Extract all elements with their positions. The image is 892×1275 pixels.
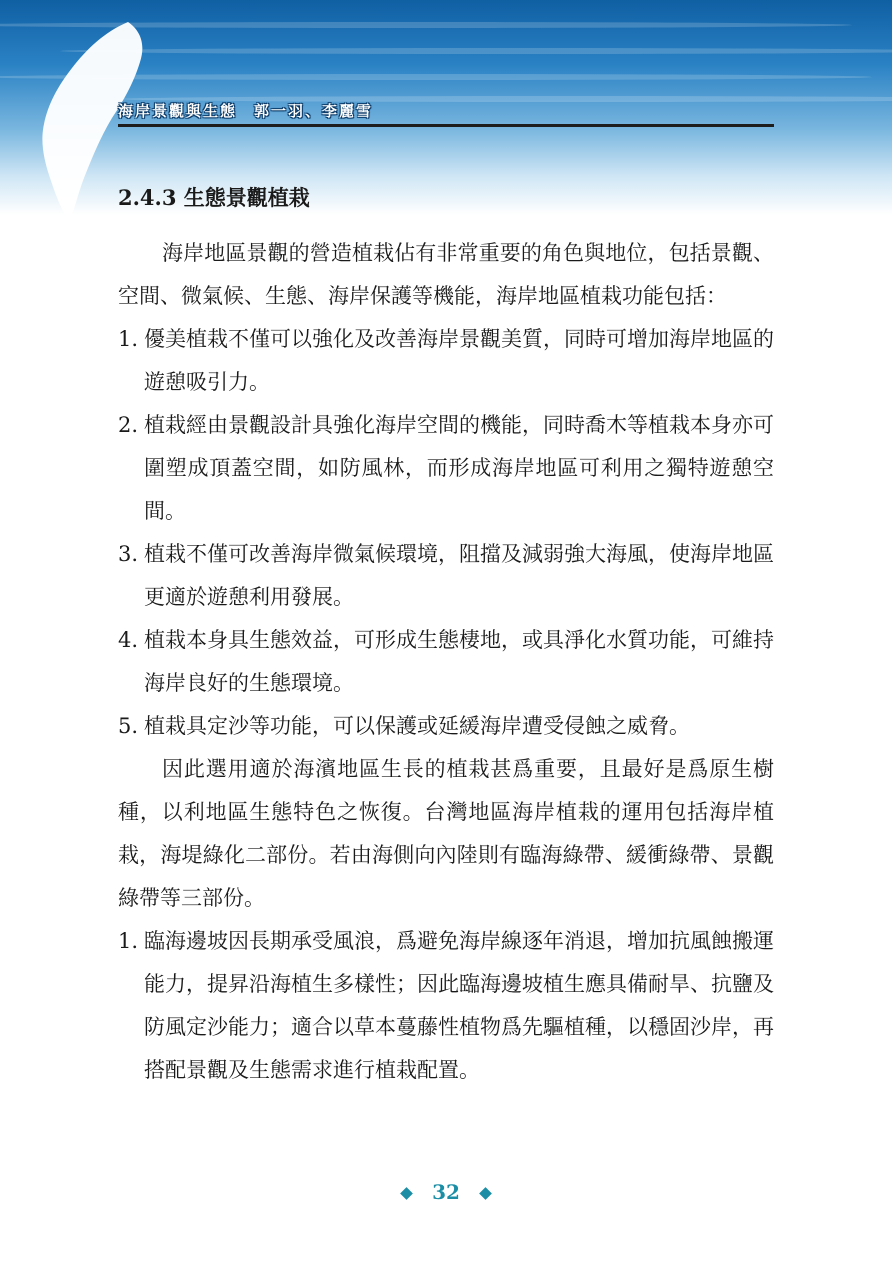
list-item — [118, 705, 774, 748]
list-item-number: 1. — [118, 929, 139, 953]
list-item-text: 優美植栽不僅可以強化及改善海岸景觀美質，同時可增加海岸地區的遊憩吸引力。 — [144, 327, 774, 394]
running-header-title: 海岸景觀與生態 郭一羽、李麗雪 — [118, 102, 374, 120]
list-item — [118, 920, 774, 1092]
list-item-number: 4. — [118, 628, 139, 652]
second-paragraph: 因此選用適於海濱地區生長的植栽甚爲重要，且最好是爲原生樹種，以利地區生態特色之恢復。台灣地區海岸植栽的運用包括海岸植栽，海堤綠化二部份。若由海側向內陸則有臨海綠帶、緩衝綠帶、景觀綠帶等三部份。 — [118, 757, 774, 910]
list-item — [118, 619, 774, 705]
list-item-text: 植栽本身具生態效益，可形成生態棲地，或具淨化水質功能，可維持海岸良好的生態環境。 — [144, 628, 774, 695]
intro-paragraph: 海岸地區景觀的營造植栽佔有非常重要的角色與地位，包括景觀、空間、微氣候、生態、海岸保護等機能，海岸地區植栽功能包括： — [118, 241, 774, 308]
function-list — [118, 318, 774, 748]
list-item — [118, 404, 774, 533]
list-item — [118, 318, 774, 404]
list-item-number: 1. — [118, 327, 139, 351]
diamond-icon — [400, 1187, 413, 1200]
list-item — [118, 533, 774, 619]
section-heading: 2.4.3 生態景觀植栽 — [118, 185, 310, 210]
list-item-number: 3. — [118, 542, 139, 566]
list-item-text: 臨海邊坡因長期承受風浪，爲避免海岸線逐年消退，增加抗風蝕搬運能力，提昇沿海植生多樣性；因此臨海邊坡植生應具備耐旱、抗鹽及防風定沙能力；適合以草本蔓藤性植物爲先驅植種，以穩固沙岸，再搭配景觀及生態需求進行植栽配置。 — [144, 929, 774, 1082]
list-item-number: 2. — [118, 413, 139, 437]
list-item-text: 植栽經由景觀設計具強化海岸空間的機能，同時喬木等植栽本身亦可圍塑成頂蓋空間，如防風林，而形成海岸地區可利用之獨特遊憩空間。 — [144, 413, 774, 523]
page-number: 32 — [432, 1180, 460, 1204]
list-item-number: 5. — [118, 714, 139, 738]
page-footer — [0, 1180, 892, 1204]
greenbelt-list — [118, 920, 774, 1092]
list-item-text: 植栽不僅可改善海岸微氣候環境，阻擋及減弱強大海風，使海岸地區更適於遊憩利用發展。 — [144, 542, 774, 609]
diamond-icon — [479, 1187, 492, 1200]
header-divider — [118, 124, 774, 127]
list-item-text: 植栽具定沙等功能，可以保護或延緩海岸遭受侵蝕之威脅。 — [144, 714, 690, 738]
page-body — [118, 180, 774, 1092]
